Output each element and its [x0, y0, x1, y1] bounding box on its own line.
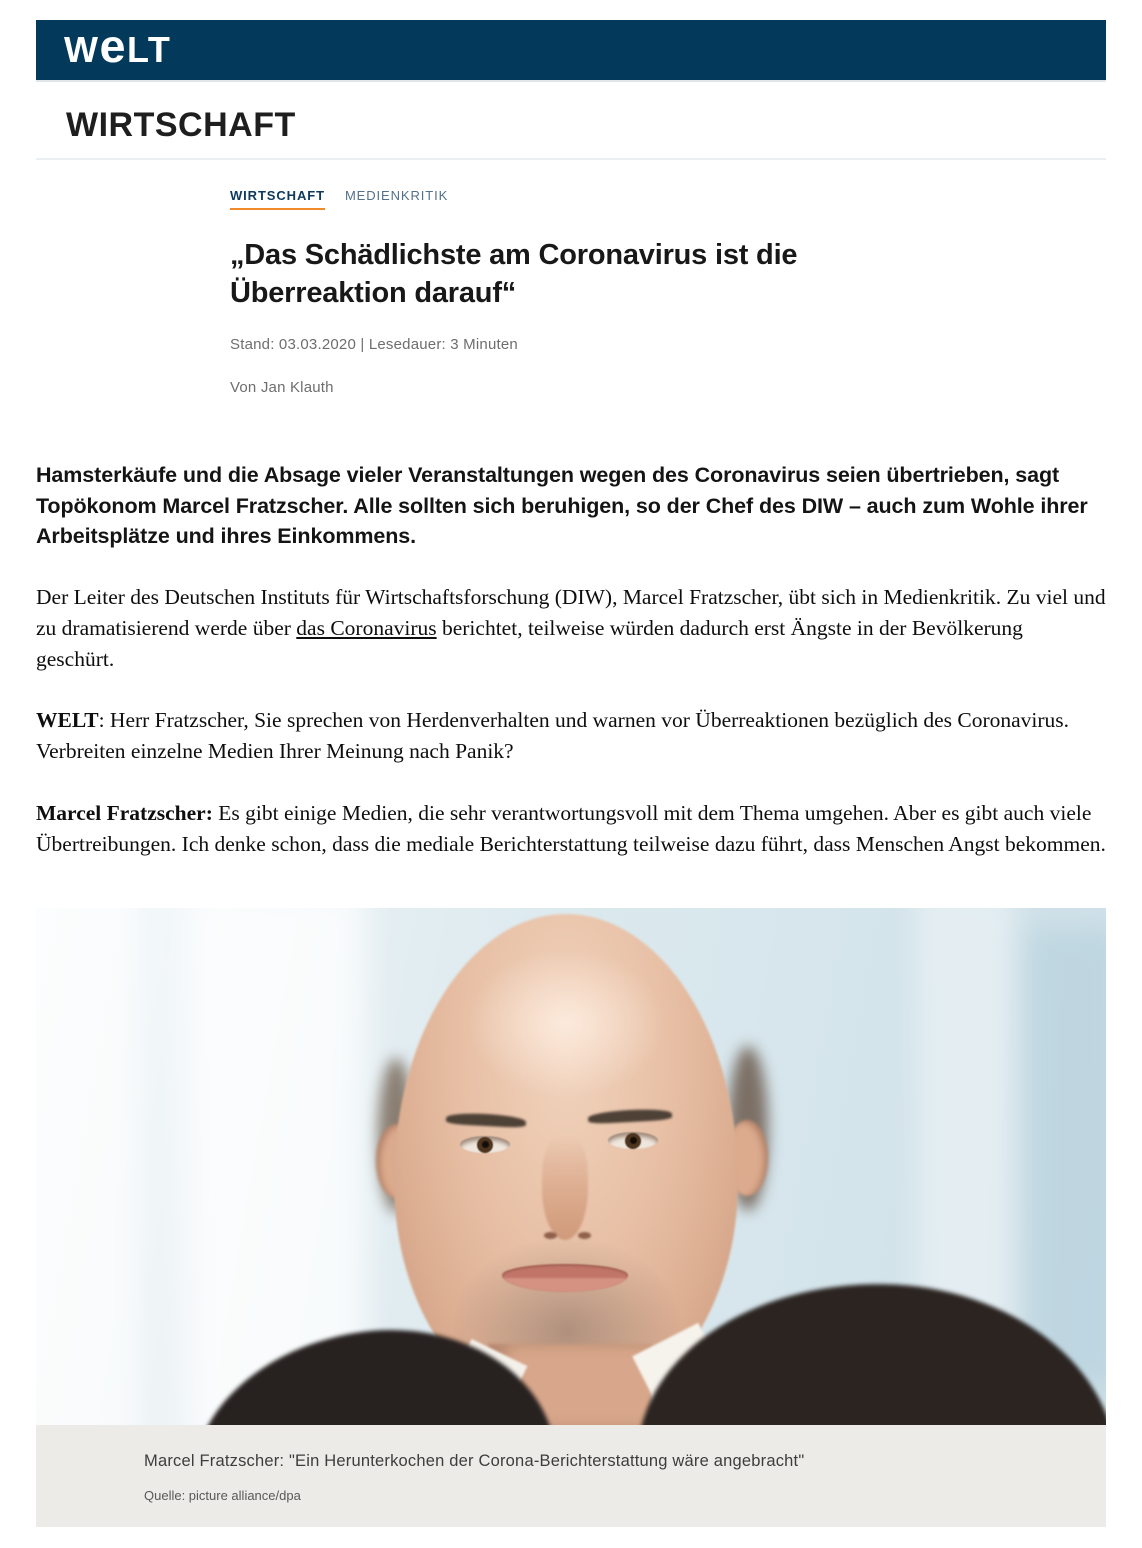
portrait-eye	[460, 1136, 510, 1153]
portrait-eye	[608, 1132, 658, 1149]
paragraph-prefix-welt: WELT	[36, 708, 99, 733]
welt-logo-letters: LT	[127, 29, 172, 70]
paragraph-text: : Herr Fratzscher, Sie sprechen von Herdenverhalten und warnen vor Überreaktionen bezüglich des Coronavirus. Verbreiten einzelne Medien Ihrer Meinung nach Panik?	[36, 708, 1070, 764]
portrait-pupil	[482, 1141, 489, 1148]
article-meta: Stand: 03.03.2020 | Lesedauer: 3 Minuten	[230, 336, 518, 354]
photo-background-pane	[36, 908, 136, 1425]
breadcrumb	[230, 188, 1106, 210]
photo-source-credit: Quelle: picture alliance/dpa	[144, 1487, 301, 1503]
paragraph-text: berichtet, teilweise würden dadurch erst Ängste in der Bevölkerung geschürt.	[36, 615, 1023, 672]
article-figure	[36, 908, 1106, 1527]
portrait-highlight	[466, 948, 666, 1098]
photo-background-pane	[1026, 928, 1106, 1388]
article-lead-paragraph: Hamsterkäufe und die Absage vieler Veranstaltungen wegen des Coronavirus seien übertrieben, sagt Topökonom Marcel Fratzscher. Alle sollten sich beruhigen, so der Chef des DIW – auch zum Wohle ihrer Arbeitsplätze und ihres Einkommens.	[36, 463, 1088, 549]
photo-caption: Marcel Fratzscher: "Ein Herunterkochen der Corona-Berichterstattung wäre angebracht"	[144, 1451, 805, 1470]
breadcrumb-section-wirtschaft[interactable]: WIRTSCHAFT	[230, 188, 325, 210]
masthead	[36, 20, 1106, 80]
article-headline: „Das Schädlichste am Coronavirus ist die Überreaktion darauf“	[230, 238, 798, 309]
portrait-nose	[542, 1136, 588, 1240]
article-header	[230, 188, 1106, 397]
section-divider	[36, 158, 1106, 160]
photo-caption-box	[36, 1425, 1106, 1527]
section-title: WIRTSCHAFT	[66, 106, 296, 144]
article-paragraph	[36, 705, 1106, 767]
breadcrumb-topic-medienkritik[interactable]: MEDIENKRITIK	[344, 187, 449, 203]
article-paragraph	[36, 798, 1106, 860]
paragraph-text: Es gibt einige Medien, die sehr verantwortungsvoll mit dem Thema umgehen. Aber es gibt auch viele Übertreibungen. Ich denke schon, dass die mediale Berichterstattung teilweise dazu führt, dass Menschen Angst bekommen.	[36, 800, 1106, 856]
paragraph-text: Der Leiter des Deutschen Instituts für Wirtschaftsforschung (DIW), Marcel Fratzscher, übt sich in Medienkritik. Zu viel und zu dramatisierend werde über	[36, 584, 1106, 640]
article-byline: Von Jan Klauth	[230, 379, 334, 397]
article-paragraph	[36, 582, 1106, 676]
article-photo-marcel-fratzscher	[36, 908, 1106, 1425]
portrait-pupil	[630, 1137, 637, 1144]
coronavirus-link[interactable]: das Coronavirus	[296, 615, 437, 640]
paragraph-prefix-fratzscher: Marcel Fratzscher:	[36, 800, 213, 825]
welt-logo-letter: W	[64, 29, 100, 70]
welt-logo[interactable]: W e LT	[64, 20, 172, 72]
